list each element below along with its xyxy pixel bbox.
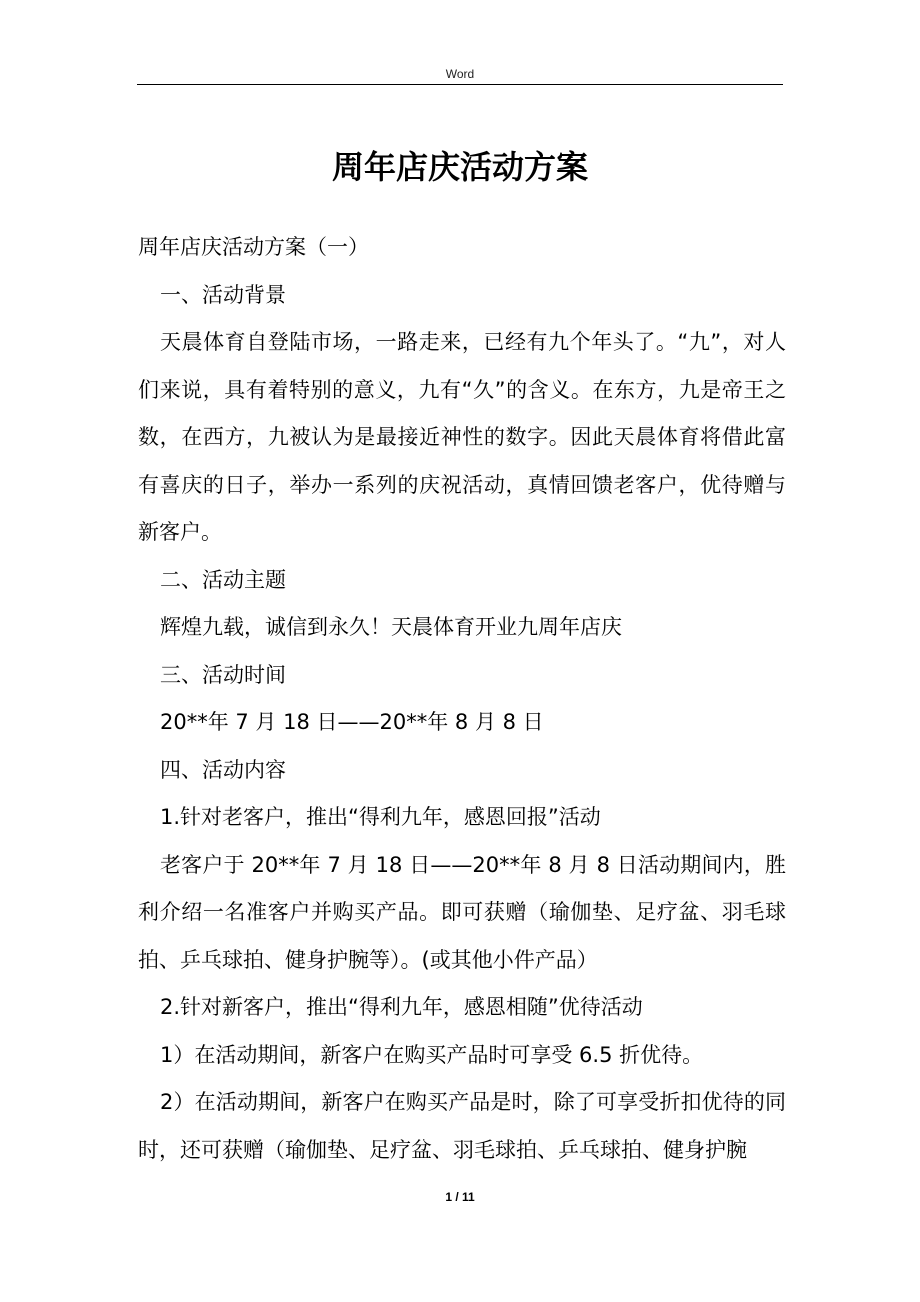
page-number: 1 / 11 xyxy=(445,1190,475,1204)
header-divider xyxy=(137,84,783,85)
page-header-label: Word xyxy=(445,67,475,81)
section-heading-subtitle: 周年店庆活动方案（一） xyxy=(138,235,369,259)
paragraph-old-customers: 老客户于 20**年 7 月 18 日——20**年 8 月 8 日活动期间内，胜利介绍一名准客户并购买产品。即可获赠（瑜伽垫、足疗盆、羽毛球拍、乒乓球拍、健身护腕等）。(或其他小件产品） xyxy=(138,852,786,972)
paragraph-time: 20**年 7 月 18 日——20**年 8 月 8 日 xyxy=(160,710,544,734)
section-heading-background: 一、活动背景 xyxy=(160,282,286,307)
list-item-new-customers: 2.针对新客户，推出“得利九年，感恩相随”优待活动 xyxy=(160,995,643,1019)
list-item-gifts: 2）在活动期间，新客户在购买产品是时，除了可享受折扣优待的同时，还可获赠（瑜伽垫、足疗盆、羽毛球拍、乒乓球拍、健身护腕 xyxy=(138,1090,786,1162)
list-item-discount: 1）在活动期间，新客户在购买产品时可享受 6.5 折优待。 xyxy=(160,1042,704,1067)
list-item-old-customers: 1.针对老客户，推出“得利九年，感恩回报”活动 xyxy=(160,805,601,829)
paragraph-theme: 辉煌九载，诚信到永久！天晨体育开业九周年店庆 xyxy=(160,615,622,639)
section-heading-theme: 二、活动主题 xyxy=(160,567,286,592)
document-title: 周年店庆活动方案 xyxy=(331,148,588,186)
section-heading-time: 三、活动时间 xyxy=(160,662,286,687)
paragraph-background: 天晨体育自登陆市场，一路走来，已经有九个年头了。“九”，对人们来说，具有着特别的意义，九有“久”的含义。在东方，九是帝王之数，在西方，九被认为是最接近神性的数字。因此天晨体育将借此富有喜庆的日子，举办一系列的庆祝活动，真情回馈老客户，优待赠与新客户。 xyxy=(138,330,786,544)
section-heading-content: 四、活动内容 xyxy=(160,757,286,782)
document-body xyxy=(138,224,786,1174)
